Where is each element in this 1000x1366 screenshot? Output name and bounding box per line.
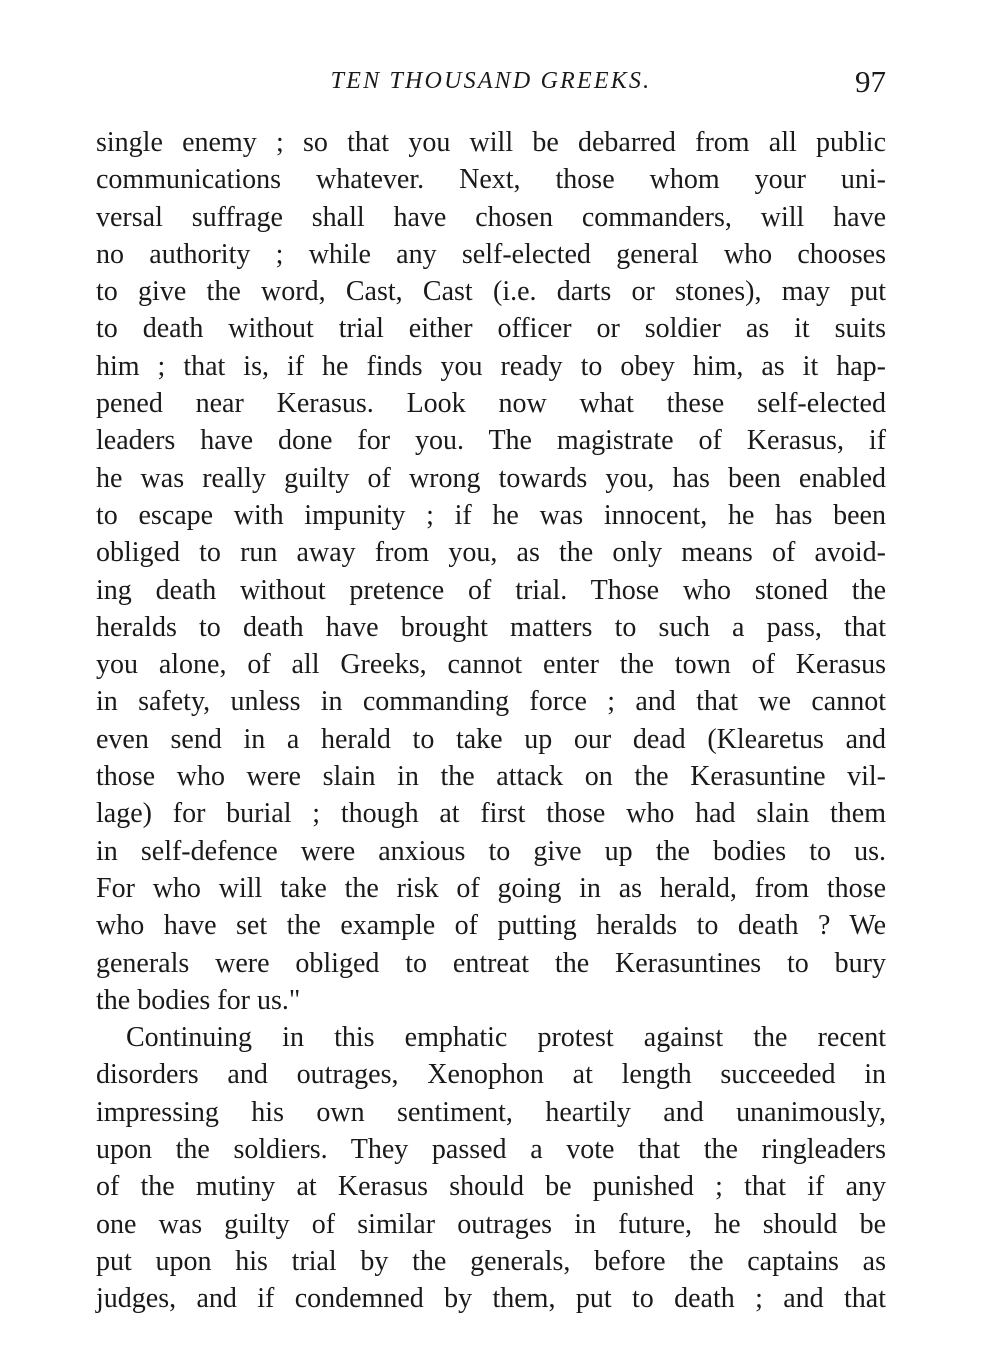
- running-head: [96, 64, 886, 104]
- text-line: him ; that is, if he finds you ready to obey him, as it hap-: [96, 350, 886, 382]
- text-line: impressing his own sentiment, heartily and unanimously,: [96, 1096, 886, 1128]
- text-line: upon the soldiers. They passed a vote that the ringleaders: [96, 1134, 886, 1166]
- text-line: no authority ; while any self-elected general who chooses: [96, 238, 886, 270]
- paragraph-narrative: [96, 1019, 886, 1317]
- text-line: to give the word, Cast, Cast (i.e. darts or stones), may put: [96, 276, 886, 308]
- text-line: versal suffrage shall have chosen commanders, will have: [96, 201, 886, 233]
- text-line: lage) for burial ; though at first those who had slain them: [96, 798, 886, 830]
- text-line: of the mutiny at Kerasus should be punished ; that if any: [96, 1171, 886, 1203]
- text-body: [96, 124, 886, 1318]
- text-line: disorders and outrages, Xenophon at length succeeded in: [96, 1059, 886, 1091]
- running-title: TEN THOUSAND GREEKS.: [330, 68, 652, 94]
- text-line: single enemy ; so that you will be debarred from all public: [96, 127, 886, 158]
- text-line: to death without trial either officer or soldier as it suits: [96, 313, 886, 345]
- text-line: in safety, unless in commanding force ; and that we cannot: [96, 686, 886, 718]
- text-line: to escape with impunity ; if he was innocent, he has been: [96, 499, 886, 531]
- text-line: communications whatever. Next, those whom your uni-: [96, 164, 886, 196]
- text-line: you alone, of all Greeks, cannot enter the town of Kerasus: [96, 649, 886, 681]
- page-number: 97: [855, 64, 886, 99]
- text-line: one was guilty of similar outrages in future, he should be: [96, 1208, 886, 1240]
- text-line: ing death without pretence of trial. Those who stoned the: [96, 574, 886, 606]
- text-line: even send in a herald to take up our dead (Klearetus and: [96, 723, 886, 755]
- text-line: the bodies for us.": [96, 984, 301, 1016]
- text-line: leaders have done for you. The magistrate of Kerasus, if: [96, 425, 886, 457]
- text-line: obliged to run away from you, as the only means of avoid-: [96, 537, 886, 569]
- text-line: in self-defence were anxious to give up the bodies to us.: [96, 835, 886, 867]
- text-line: heralds to death have brought matters to such a pass, that: [96, 611, 886, 643]
- paragraph-speech-continuation: [96, 124, 886, 1019]
- text-line: pened near Kerasus. Look now what these self-elected: [96, 388, 886, 420]
- text-line: generals were obliged to entreat the Kerasuntines to bury: [96, 947, 886, 979]
- text-line: judges, and if condemned by them, put to death ; and that: [96, 1283, 886, 1315]
- text-line: those who were slain in the attack on the Kerasuntine vil-: [96, 761, 886, 793]
- text-line: put upon his trial by the generals, before the captains as: [96, 1245, 886, 1277]
- text-line: he was really guilty of wrong towards you, has been enabled: [96, 462, 886, 494]
- text-line: Continuing in this emphatic protest against the recent: [126, 1022, 886, 1054]
- text-line: For who will take the risk of going in as herald, from those: [96, 872, 886, 904]
- text-line: who have set the example of putting heralds to death ? We: [96, 910, 886, 942]
